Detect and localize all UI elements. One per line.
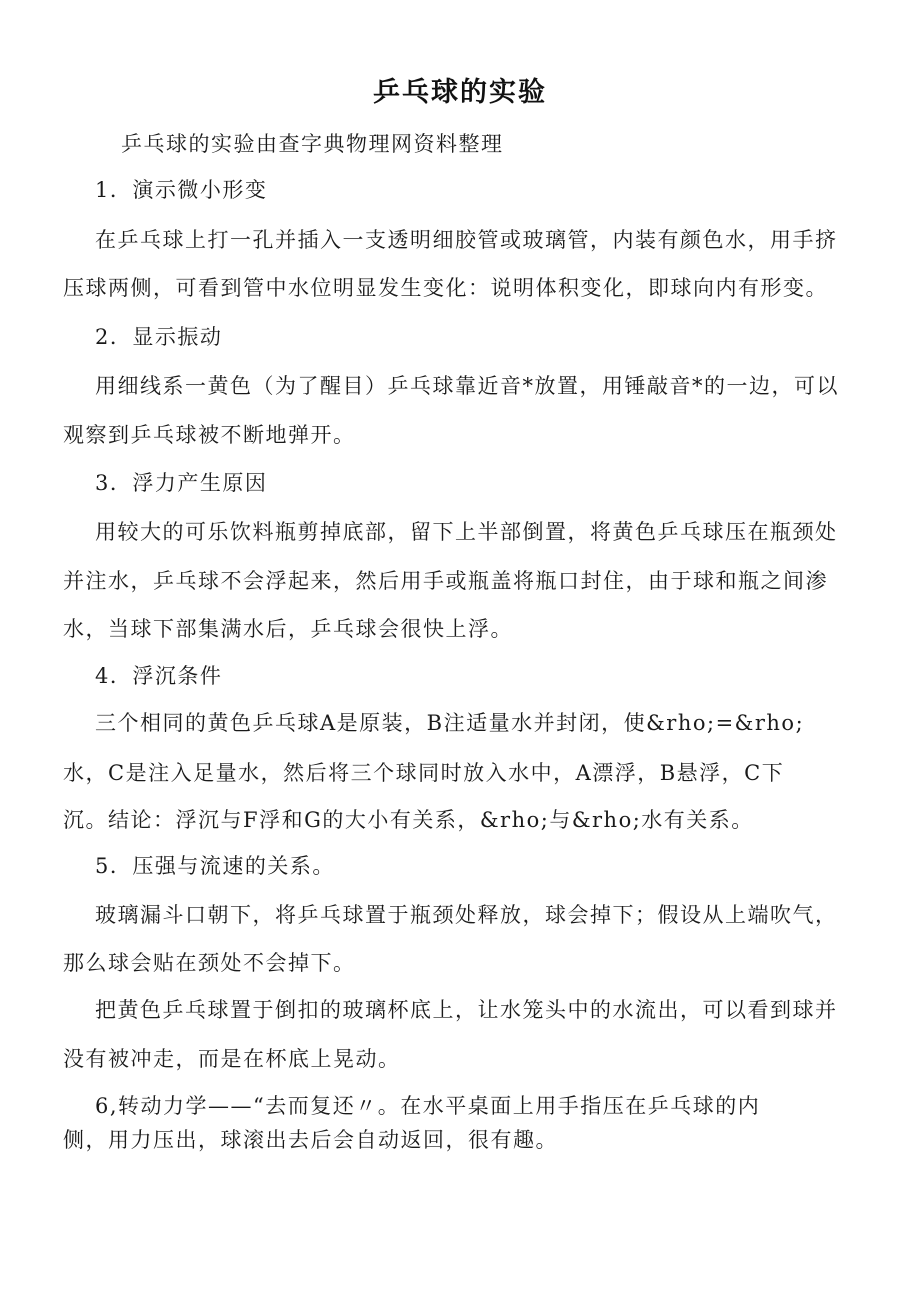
paragraph-line: 把黄色乒乓球置于倒扣的玻璃杯底上，让水笼头中的水流出，可以看到球并 <box>95 998 838 1022</box>
paragraph-line: 水，当球下部集满水后，乒乓球会很快上浮。 <box>63 617 513 641</box>
paragraph-line: 压球两侧，可看到管中水位明显发生变化：说明体积变化，即球向内有形变。 <box>63 276 828 300</box>
paragraph-line: 用较大的可乐饮料瓶剪掉底部，留下上半部倒置，将黄色乒乓球压在瓶颈处 <box>95 520 838 544</box>
section-heading-5: 5．压强与流速的关系。 <box>95 854 335 878</box>
section-heading-3: 3．浮力产生原因 <box>95 471 268 495</box>
paragraph-line: 用细线系一黄色（为了醒目）乒乓球靠近音*放置，用锤敲音*的一边，可以 <box>95 374 839 398</box>
paragraph-line: 沉。结论：浮沉与F浮和G的大小有关系，&rho;与&rho;水有关系。 <box>63 808 754 832</box>
section-heading-4: 4．浮沉条件 <box>95 664 223 688</box>
source-note: 乒乓球的实验由查字典物理网资料整理 <box>121 132 504 156</box>
paragraph-line: 水，C是注入足量水，然后将三个球同时放入水中，A漂浮，B悬浮，C下 <box>63 761 785 785</box>
paragraph-line: 并注水，乒乓球不会浮起来，然后用手或瓶盖将瓶口封住，由于球和瓶之间渗 <box>63 569 828 593</box>
document-title: 乒乓球的实验 <box>373 77 547 108</box>
paragraph-line: 那么球会贴在颈处不会掉下。 <box>63 951 356 975</box>
paragraph-line: 侧，用力压出，球滚出去后会自动返回，很有趣。 <box>63 1128 558 1152</box>
section-heading-1: 1．演示微小形变 <box>95 178 268 202</box>
paragraph-line: 没有被冲走，而是在杯底上晃动。 <box>63 1047 401 1071</box>
paragraph-line: 6,转动力学——“去而复还〃。在水平桌面上用手指压在乒乓球的内 <box>95 1094 761 1118</box>
paragraph-line: 三个相同的黄色乒乓球A是原装，B注适量水并封闭，使&rho;=&rho; <box>95 711 805 735</box>
paragraph-line: 玻璃漏斗口朝下，将乒乓球置于瓶颈处释放，球会掉下；假设从上端吹气， <box>95 903 838 927</box>
paragraph-line: 观察到乒乓球被不断地弹开。 <box>63 423 356 447</box>
section-heading-2: 2．显示振动 <box>95 325 223 349</box>
paragraph-line: 在乒乓球上打一孔并插入一支透明细胶管或玻璃管，内装有颜色水，用手挤 <box>95 228 838 252</box>
